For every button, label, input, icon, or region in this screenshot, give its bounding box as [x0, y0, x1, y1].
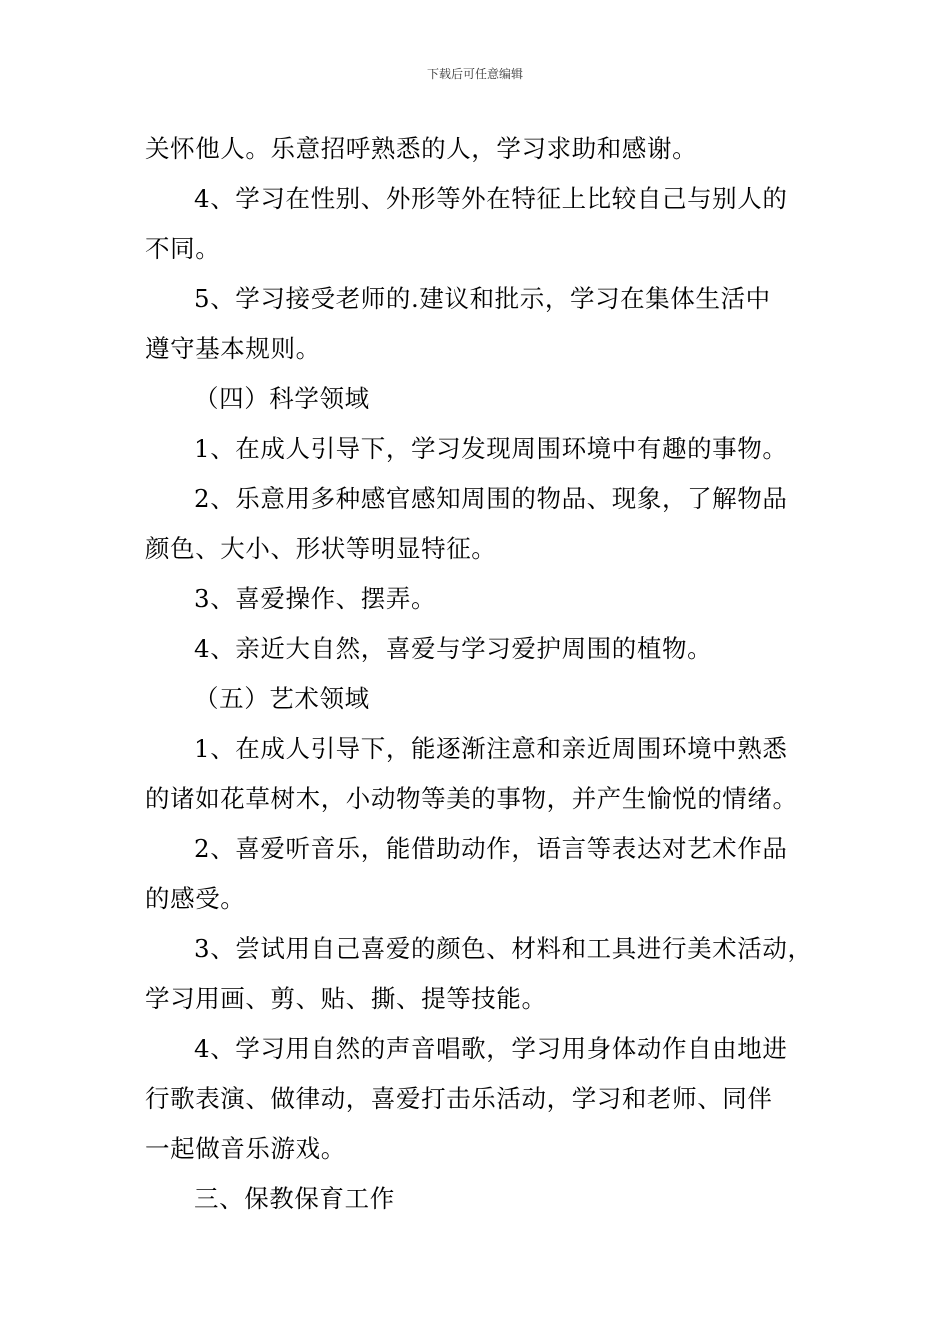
- text-line: 一起做音乐游戏。: [145, 1134, 346, 1163]
- section-heading: （四）科学领域: [194, 384, 370, 413]
- text-line: 行歌表演、做律动，喜爱打击乐活动，学习和老师、同伴: [145, 1084, 773, 1113]
- text-line: 5、学习接受老师的.建议和批示，学习在集体生活中: [194, 284, 771, 313]
- text-line: 关怀他人。乐意招呼熟悉的人，学习求助和感谢。: [145, 134, 698, 163]
- text-line: 不同。: [145, 234, 221, 263]
- text-line: 4、学习在性别、外形等外在特征上比较自己与别人的: [194, 184, 788, 213]
- text-line: 3、尝试用自己喜爱的颜色、材料和工具进行美术活动，: [194, 934, 813, 963]
- text-line: 1、在成人引导下，能逐渐注意和亲近周围环境中熟悉: [194, 734, 788, 763]
- section-heading: （五）艺术领域: [194, 684, 370, 713]
- text-line: 的感受。: [145, 884, 246, 913]
- text-line: 遵守基本规则。: [145, 334, 321, 363]
- text-line: 3、喜爱操作、摆弄。: [194, 584, 437, 613]
- text-line: 颜色、大小、形状等明显特征。: [145, 534, 497, 563]
- text-line: 学习用画、剪、贴、撕、提等技能。: [145, 984, 547, 1013]
- text-line: 2、乐意用多种感官感知周围的物品、现象，了解物品: [194, 484, 788, 513]
- text-line: 4、亲近大自然，喜爱与学习爱护周围的植物。: [194, 634, 713, 663]
- text-line: 2、喜爱听音乐，能借助动作，语言等表达对艺术作品: [194, 834, 788, 863]
- page-header: 下载后可任意编辑: [426, 67, 523, 81]
- text-line: 的诸如花草树木，小动物等美的事物，并产生愉悦的情绪。: [145, 784, 798, 813]
- text-line: 1、在成人引导下，学习发现周围环境中有趣的事物。: [194, 434, 788, 463]
- section-heading: 三、保教保育工作: [194, 1184, 395, 1213]
- text-line: 4、学习用自然的声音唱歌，学习用身体动作自由地进: [194, 1034, 788, 1063]
